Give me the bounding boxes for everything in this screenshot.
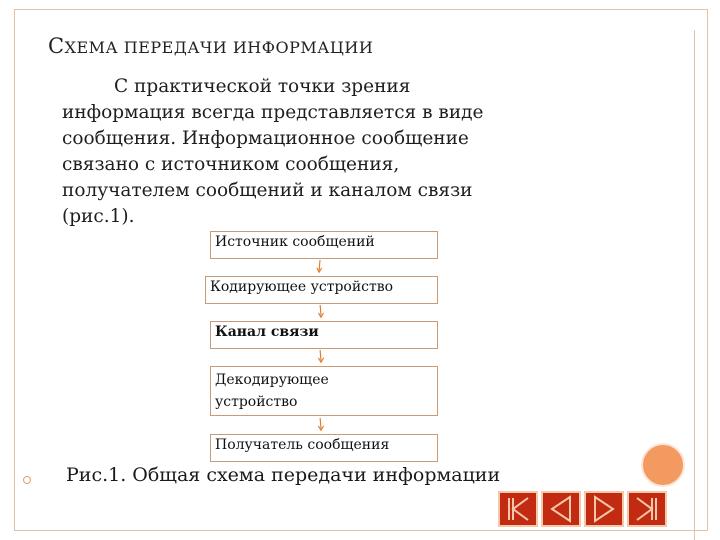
decorative-circle <box>641 443 685 487</box>
body-line: С практической точки зрения <box>114 76 411 97</box>
body-paragraph <box>62 74 602 230</box>
previous-slide-button[interactable] <box>541 491 581 527</box>
body-line: связано с источником сообщения, <box>62 154 400 175</box>
slide-navigation <box>498 491 667 527</box>
first-icon <box>500 493 536 525</box>
next-icon <box>586 493 622 525</box>
body-line: информация всегда представляется в виде <box>62 102 484 123</box>
title-rest: ХЕМА ПЕРЕДАЧИ ИНФОРМАЦИИ <box>64 38 374 57</box>
diagram-box-receiver: Получатель сообщения <box>210 434 438 462</box>
arrow-down-icon <box>316 305 326 319</box>
last-slide-button[interactable] <box>627 491 667 527</box>
arrow-down-icon <box>316 350 326 364</box>
diagram-box-channel: Канал связи <box>210 321 438 349</box>
arrow-down-icon <box>315 260 325 274</box>
diagram-box-encoder: Кодирующее устройство <box>205 276 438 304</box>
next-slide-button[interactable] <box>584 491 624 527</box>
body-line: получателем сообщений и каналом связи <box>62 180 473 201</box>
diagram-box-decoder: Декодирующее устройство <box>210 366 438 416</box>
prev-icon <box>543 493 579 525</box>
slide-title <box>48 34 373 58</box>
figure-caption: Рис.1. Общая схема передачи информации <box>66 464 501 486</box>
diagram-box-source: Источник сообщений <box>210 231 438 259</box>
bullet-icon <box>23 476 31 484</box>
arrow-down-icon <box>316 418 326 432</box>
body-line: (рис.1). <box>62 206 135 227</box>
body-line: сообщения. Информационное сообщение <box>62 128 469 149</box>
last-icon <box>629 493 665 525</box>
first-slide-button[interactable] <box>498 491 538 527</box>
title-first-letter: С <box>48 34 65 58</box>
slide-edge-line <box>694 30 695 540</box>
